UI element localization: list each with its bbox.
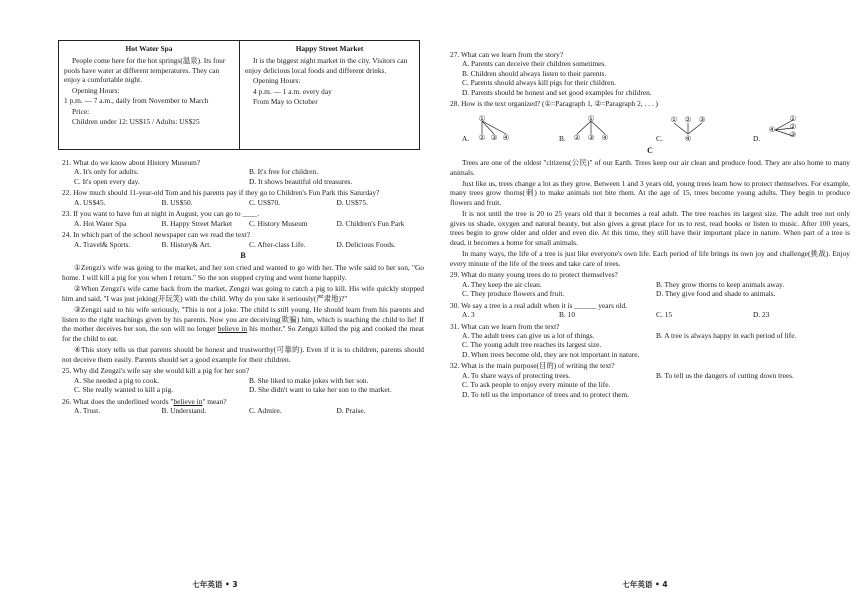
- paragraph-3-part-2: his mother." So Zengzi killed the pig and cooked the meat for the child to eat.: [62, 324, 424, 343]
- question-21: [62, 158, 424, 186]
- option-b: B. They grow thorns to keep animals away.: [656, 279, 785, 289]
- node: ③: [587, 132, 595, 142]
- node: ③: [490, 132, 498, 142]
- node: ②: [573, 132, 581, 142]
- right-page: [430, 0, 860, 608]
- market-hours-2: From May to October: [253, 97, 318, 107]
- notice-table: [58, 40, 420, 150]
- notice-spa: [59, 41, 239, 149]
- option-a: A. They keep the air clean.: [462, 279, 542, 289]
- question-text: 24. In which part of the school newspaper can we read the text?: [62, 230, 251, 240]
- option-b: B. Children should always listen to their parents.: [462, 68, 607, 78]
- option-a: A. It's only for adults.: [74, 167, 139, 177]
- option-c-diagram: [656, 114, 753, 144]
- question-text: 25. Why did Zengzi's wife say she would kill a pig for her son?: [62, 366, 250, 376]
- option-b: B. She liked to make jokes with her son.: [249, 375, 369, 385]
- node: ④: [768, 124, 776, 134]
- spa-hours-label: Opening Hours:: [72, 85, 120, 95]
- passage-c-paragraph-3: It is not until the tree is 20 to 25 years old that it becomes a real adult. The tree reaches its largest size. The adult tree not only gives us shade, oxygen and natural beauty, but also gives a great place for us to rest, read books or listen to music. After 100 years, trees begin to grow older and older and even die. At this time, they still have their important place in nature. When part of a tree is dead, it becomes a home for small animals.: [450, 209, 850, 247]
- option-d: D. Delicious Foods.: [336, 239, 396, 249]
- option-d: D. US$75.: [336, 197, 368, 207]
- question-22: [62, 188, 424, 207]
- node: ③: [789, 129, 797, 139]
- option-a: A. Travel& Sports.: [74, 239, 131, 249]
- question-text: 29. What do many young trees do to protect themselves?: [450, 270, 618, 280]
- question-text: 22. How much should 11-year-old Tom and his parents pay if they go to Children's Fun Park this Saturday?: [62, 188, 380, 198]
- structure-diagram-c: [666, 114, 716, 144]
- passage-c-paragraph-2: Just like us, trees change a lot as they grow. Between 1 and 3 years old, young trees learn how to protect themselves. For example, many trees grow thorns(刺) to make animals not bite them. At the age of 15, trees become young adults. They begin to produce flowers and fruit.: [450, 178, 850, 207]
- passage-b-paragraph-3: [62, 305, 424, 343]
- option-c: C. To ask people to enjoy every minute of the life.: [462, 380, 611, 390]
- passage-c-paragraph-4: In many ways, the life of a tree is just like everyone's own life. Each period of life brings its own joy and challenge(挑战). Enjoy every minute of the life of the trees and take care of trees.: [450, 249, 850, 268]
- node: ④: [601, 132, 609, 142]
- question-text-start: 26. What does the underlined words ": [62, 396, 174, 406]
- spa-title: Hot Water Spa: [125, 44, 173, 53]
- question-23: [62, 209, 424, 228]
- spa-desc: People come here for the hot springs(温泉). Its four pools have water at different temperatures. They can enjoy a comfortable night.: [64, 56, 226, 85]
- option-b: B. History& Art.: [161, 239, 212, 249]
- structure-diagram-d: [763, 114, 813, 144]
- section-b-heading: B: [240, 251, 246, 261]
- option-b: B. 10: [559, 310, 576, 320]
- option-c: C. After-class Life.: [249, 239, 306, 249]
- paragraph-3-part-1: ③Zengzi said to his wife seriously, "This is not a joke. The child is still young. He should learn from his parents and listen to the right teachings given by his parents. Now you are deceiving(欺骗) him, which is teaching the child to lie! If the mother deceives her son, the son will no longer: [62, 305, 424, 334]
- question-32: [450, 361, 850, 399]
- option-b: B. US$50.: [161, 197, 193, 207]
- page-number-right: 七年英语 • 4: [622, 580, 668, 590]
- option-c: C. The young adult tree reaches its largest size.: [462, 340, 602, 350]
- option-b: B. It's free for children.: [249, 167, 319, 177]
- option-a: A. US$45.: [74, 197, 106, 207]
- option-c: C. Admire.: [249, 406, 282, 416]
- option-a-label: A.: [462, 134, 470, 144]
- question-text: 32. What is the main purpose(目的) of writing the text?: [450, 361, 615, 371]
- node: ③: [698, 114, 706, 124]
- option-c: C. US$70.: [249, 197, 281, 207]
- option-b: B. Understand.: [161, 406, 207, 416]
- page-number-left: 七年英语 • 3: [192, 580, 238, 590]
- option-a: A. Trust.: [74, 406, 101, 416]
- node: ④: [684, 133, 692, 143]
- market-hours-label: Opening Hours:: [253, 76, 301, 86]
- option-d-label: D.: [753, 134, 761, 144]
- option-c: C. They produce flowers and fruit.: [462, 289, 565, 299]
- option-c: C. 15: [656, 310, 673, 320]
- spa-price-label: Price:: [72, 106, 90, 116]
- question-text: 28. How is the text organized? (①=Paragraph 1, ②=Paragraph 2, . . . ): [450, 99, 659, 109]
- option-d: D. When trees become old, they are not important in nature.: [462, 349, 640, 359]
- question-text: 31. What can we learn from the text?: [450, 321, 560, 331]
- question-29: [450, 270, 850, 298]
- node: ①: [670, 114, 678, 124]
- option-c: C. It's open every day.: [74, 176, 140, 186]
- question-26: [62, 397, 424, 416]
- option-c: C. She really wanted to kill a pig.: [74, 385, 174, 395]
- option-b: B. A tree is always happy in each period of life.: [656, 331, 797, 341]
- option-a: A. Parents can deceive their children sometimes.: [462, 59, 607, 69]
- option-c: C. History Museum: [249, 218, 308, 228]
- node: ①: [789, 113, 797, 123]
- right-questions: [450, 48, 850, 399]
- option-a: A. To share ways of protecting trees.: [462, 370, 571, 380]
- question-text: [62, 397, 424, 406]
- option-d: D. Parents should be honest and set good examples for children.: [462, 87, 652, 97]
- option-a: A. Hot Water Spa: [74, 218, 127, 228]
- option-c: C. Parents should always kill pigs for their children.: [462, 78, 616, 88]
- passage-b-paragraph-4: ④This story tells us that parents should be honest and trustworthy(可靠的). Even if it is to children, parents should not deceive them easily. Parents should set a good example for their children.: [62, 345, 424, 364]
- option-d-diagram: [753, 114, 850, 144]
- option-b: B. To tell us the dangers of cutting down trees.: [656, 370, 794, 380]
- node: ①: [478, 113, 486, 123]
- option-d: D. To tell us the importance of trees and to protect them.: [462, 389, 630, 399]
- option-d: D. Praise.: [336, 406, 366, 416]
- question-text: 30. We say a tree is a real adult when it is ______ years old.: [450, 300, 628, 310]
- option-a: A. The adult trees can give us a lot of things.: [462, 331, 595, 341]
- option-a-diagram: [462, 114, 559, 144]
- section-c-heading: C: [647, 145, 653, 155]
- spa-hours: 1 p.m. — 7 a.m., daily from November to March: [64, 96, 209, 106]
- question-31: [450, 322, 850, 360]
- structure-diagram-a: [472, 114, 522, 144]
- spa-price: Children under 12: US$15 / Adults: US$25: [72, 117, 200, 127]
- option-a: A. 3: [462, 310, 475, 320]
- structure-diagrams: [450, 112, 850, 144]
- question-text: 27. What can we learn from the story?: [450, 50, 564, 59]
- underlined-phrase: believe in: [217, 324, 248, 334]
- question-underlined-term: believe in: [173, 396, 203, 406]
- passage-b-paragraph-2: ②When Zengzi's wife came back from the market, Zengzi was going to catch a pig to kill. His wife quickly stopped him and said, "I was just joking(开玩笑) with the child. Why do you take it seriously(严肃地)?": [62, 284, 424, 303]
- option-b-label: B.: [559, 134, 566, 144]
- passage-c-paragraph-1: Trees are one of the oldest "citizens(公民)" of our Earth. Trees keep our air clean and produce food. They are also home to many animals.: [450, 158, 850, 177]
- node: ②: [684, 114, 692, 124]
- option-d: D. It shows beautiful old treasures.: [249, 176, 353, 186]
- notice-market: [239, 41, 419, 149]
- option-d: D. 23: [753, 310, 770, 320]
- question-text-end: " mean?: [202, 396, 227, 406]
- question-30: [450, 301, 850, 320]
- node: ①: [587, 113, 595, 123]
- option-d: D. They give food and shade to animals.: [656, 289, 776, 299]
- option-b-diagram: [559, 114, 656, 144]
- option-a: A. She needed a pig to cook.: [74, 375, 159, 385]
- question-text: 23. If you want to have fun at night in August, you can go to ____.: [62, 209, 260, 219]
- market-title: Happy Street Market: [295, 44, 364, 53]
- node: ②: [789, 121, 797, 131]
- option-c-label: C.: [656, 134, 663, 144]
- question-text: 21. What do we know about History Museum?: [62, 158, 201, 167]
- node: ②: [478, 132, 486, 142]
- question-24: [62, 230, 424, 249]
- passage-b-paragraph-1: ①Zengzi's wife was going to the market, and her son cried and wanted to go with her. The wife said to her son, "Go home. I will kill a pig for you when I return." So the son stopped crying and went home happily.: [62, 263, 424, 282]
- question-28: [450, 99, 850, 143]
- left-questions: [62, 156, 424, 415]
- market-desc: It is the biggest night market in the city. Visitors can enjoy delicious local foods and different drinks.: [245, 56, 408, 75]
- structure-diagram-b: [569, 114, 619, 144]
- option-d: D. She didn't want to take her son to the market.: [249, 385, 392, 395]
- option-b: B. Happy Street Market: [161, 218, 233, 228]
- question-27: [450, 50, 850, 97]
- node: ④: [502, 132, 510, 142]
- option-d: D. Children's Fun Park: [336, 218, 405, 228]
- market-hours-1: 4 p.m. — 1 a.m. every day: [253, 86, 332, 96]
- question-25: [62, 366, 424, 394]
